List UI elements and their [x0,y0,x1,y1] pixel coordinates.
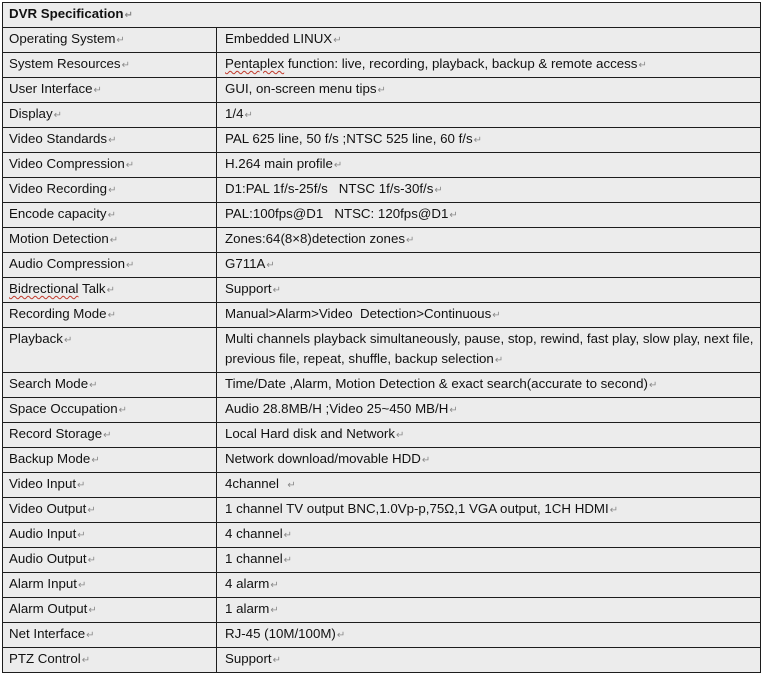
paragraph-mark: ↵ [77,530,86,541]
paragraph-mark: ↵ [63,335,73,346]
table-row [3,398,761,423]
table-title-cell [3,3,761,28]
spec-value-cell [217,253,761,278]
paragraph-mark: ↵ [124,10,133,21]
paragraph-mark: ↵ [494,355,504,366]
dvr-spec-table [2,2,761,673]
spec-value-cell [217,53,761,78]
spec-label: Record Storage [9,426,103,441]
spec-value: 1 alarm [225,601,270,616]
paragraph-mark: ↵ [53,110,62,121]
spec-label-cell [3,153,217,178]
spec-value-lead: Pentaplex [225,56,285,71]
spec-value: function: live, recording, playback, backup & remote access [284,56,638,71]
paragraph-mark: ↵ [395,430,405,441]
spec-value-cell [217,448,761,473]
spec-value: H.264 main profile [225,156,333,171]
spec-value-cell [217,153,761,178]
paragraph-mark: ↵ [406,235,415,246]
table-row [3,448,761,473]
table-row [3,228,761,253]
paragraph-mark: ↵ [108,135,117,146]
table-row [3,203,761,228]
spec-label-cell [3,523,217,548]
spec-label-cell [3,78,217,103]
spec-value-cell [217,203,761,228]
spec-value: Local Hard disk and Network [225,426,395,441]
table-row [3,53,761,78]
spec-label: Audio Compression [9,256,126,271]
table-row [3,328,761,373]
spec-value: D1:PAL 1f/s-25f/s NTSC 1f/s-30f/s [225,181,434,196]
spec-label: Audio Output [9,551,87,566]
spec-value: Support [225,651,272,666]
spec-label-cell [3,53,217,78]
table-row [3,28,761,53]
paragraph-mark: ↵ [492,310,501,321]
spec-value-cell [217,278,761,303]
table-row [3,598,761,623]
spec-label: Operating System [9,31,116,46]
spec-value: GUI, on-screen menu tips [225,81,377,96]
paragraph-mark: ↵ [333,35,342,46]
table-row [3,648,761,673]
paragraph-mark: ↵ [336,630,346,641]
table-row [3,178,761,203]
spec-value-cell [217,598,761,623]
spec-value-cell [217,423,761,448]
spec-value: PAL 625 line, 50 f/s ;NTSC 525 line, 60 f/s [225,131,473,146]
spec-value-cell [217,128,761,153]
spec-value-cell [217,78,761,103]
spec-value: G711A [225,256,266,271]
paragraph-mark: ↵ [87,505,96,516]
spec-label-cell [3,28,217,53]
table-row [3,623,761,648]
spec-value: Multi channels playback simultaneously, pause, stop, rewind, fast play, slow play, next file, previous file, repeat, shuffle, backup selection [225,331,754,366]
spec-label: Playback [9,331,63,346]
spec-value-cell [217,398,761,423]
paragraph-mark: ↵ [648,380,658,391]
spec-label-cell [3,253,217,278]
paragraph-mark: ↵ [116,35,125,46]
paragraph-mark: ↵ [609,505,619,516]
table-row [3,573,761,598]
paragraph-mark: ↵ [434,185,443,196]
spec-label: Video Compression [9,156,125,171]
paragraph-mark: ↵ [287,480,296,491]
spec-value: Network download/movable HDD [225,451,421,466]
table-row [3,523,761,548]
table-title: DVR Specification [9,6,124,21]
spec-label-cell [3,303,217,328]
spec-value-cell [217,303,761,328]
spec-label: Audio Input [9,526,77,541]
spec-value: 1 channel [225,551,283,566]
spec-label: Display [9,106,53,121]
spec-label-cell [3,128,217,153]
spec-label: Alarm Input [9,576,77,591]
table-row [3,498,761,523]
paragraph-mark: ↵ [107,210,116,221]
paragraph-mark: ↵ [89,380,98,391]
paragraph-mark: ↵ [91,455,100,466]
spec-value-cell [217,523,761,548]
spec-value-cell [217,498,761,523]
paragraph-mark: ↵ [78,580,87,591]
spec-label-cell [3,473,217,498]
table-row [3,548,761,573]
spec-value-cell [217,623,761,648]
paragraph-mark: ↵ [106,285,115,296]
spec-label-cell [3,278,217,303]
spec-label-cell [3,548,217,573]
spec-value-cell [217,28,761,53]
paragraph-mark: ↵ [333,160,343,171]
table-row [3,303,761,328]
spec-value: Embedded LINUX [225,31,333,46]
spec-label-cell [3,498,217,523]
spec-value: 4channel [225,476,287,491]
spec-value-cell [217,328,761,373]
paragraph-mark: ↵ [93,85,102,96]
spec-label: Motion Detection [9,231,109,246]
spec-label-cell [3,228,217,253]
spec-label-cell [3,178,217,203]
paragraph-mark: ↵ [266,260,275,271]
paragraph-mark: ↵ [109,235,119,246]
spec-label: PTZ Control [9,651,81,666]
spec-label: Video Standards [9,131,108,146]
spec-value: Time/Date ,Alarm, Motion Detection & exact search(accurate to second) [225,376,648,391]
paragraph-mark: ↵ [272,655,281,666]
paragraph-mark: ↵ [244,110,253,121]
spec-value: RJ-45 (10M/100M) [225,626,336,641]
spec-label: Encode capacity [9,206,107,221]
table-row [3,473,761,498]
table-row [3,278,761,303]
spec-label: Video Recording [9,181,108,196]
table-row [3,373,761,398]
spec-label: Talk [78,281,106,296]
paragraph-mark: ↵ [377,85,386,96]
spec-label: Video Output [9,501,87,516]
spec-value: Support [225,281,272,296]
spec-label: Net Interface [9,626,86,641]
paragraph-mark: ↵ [449,405,458,416]
spec-value: PAL:100fps@D1 NTSC: 120fps@D1 [225,206,449,221]
spec-label-cell [3,328,217,373]
spec-value-cell [217,373,761,398]
paragraph-mark: ↵ [81,655,91,666]
spec-value: 1/4 [225,106,244,121]
spec-label: Video Input [9,476,77,491]
paragraph-mark: ↵ [270,605,279,616]
paragraph-mark: ↵ [126,260,135,271]
paragraph-mark: ↵ [118,405,128,416]
spec-label-cell [3,573,217,598]
spec-value: Audio 28.8MB/H ;Video 25~450 MB/H [225,401,449,416]
spec-value-cell [217,573,761,598]
paragraph-mark: ↵ [107,310,116,321]
spec-label: Backup Mode [9,451,91,466]
spec-value-cell [217,473,761,498]
spec-value: Zones:64(8×8)detection zones [225,231,405,246]
paragraph-mark: ↵ [103,430,112,441]
spec-value-cell [217,228,761,253]
paragraph-mark: ↵ [121,60,130,71]
spec-value-cell [217,548,761,573]
spec-label-cell [3,648,217,673]
title-row [3,3,761,28]
paragraph-mark: ↵ [473,135,482,146]
paragraph-mark: ↵ [283,555,293,566]
table-row [3,423,761,448]
paragraph-mark: ↵ [77,480,86,491]
paragraph-mark: ↵ [283,530,293,541]
spec-label-cell [3,623,217,648]
paragraph-mark: ↵ [88,605,97,616]
paragraph-mark: ↵ [421,455,431,466]
table-row [3,103,761,128]
paragraph-mark: ↵ [638,60,647,71]
spec-value-cell [217,178,761,203]
spec-label-cell [3,448,217,473]
spec-label-lead: Bidrectional [9,281,79,296]
paragraph-mark: ↵ [270,580,279,591]
spec-value-cell [217,648,761,673]
paragraph-mark: ↵ [449,210,458,221]
paragraph-mark: ↵ [125,160,135,171]
spec-label-cell [3,103,217,128]
paragraph-mark: ↵ [86,630,95,641]
paragraph-mark: ↵ [108,185,117,196]
spec-value: 4 alarm [225,576,270,591]
spec-value: 4 channel [225,526,283,541]
table-row [3,153,761,178]
table-row [3,78,761,103]
spec-label-cell [3,598,217,623]
spec-label: Recording Mode [9,306,107,321]
spec-value-cell [217,103,761,128]
spec-label-cell [3,203,217,228]
spec-label-cell [3,398,217,423]
spec-value: Manual>Alarm>Video Detection>Continuous [225,306,492,321]
spec-label-cell [3,373,217,398]
spec-label-cell [3,423,217,448]
spec-label: System Resources [9,56,121,71]
spec-value: 1 channel TV output BNC,1.0Vp-p,75Ω,1 VGA output, 1CH HDMI [225,501,609,516]
spec-label: User Interface [9,81,93,96]
spec-label: Search Mode [9,376,89,391]
table-row [3,253,761,278]
paragraph-mark: ↵ [272,285,281,296]
spec-label: Space Occupation [9,401,118,416]
table-row [3,128,761,153]
spec-label: Alarm Output [9,601,88,616]
paragraph-mark: ↵ [87,555,97,566]
